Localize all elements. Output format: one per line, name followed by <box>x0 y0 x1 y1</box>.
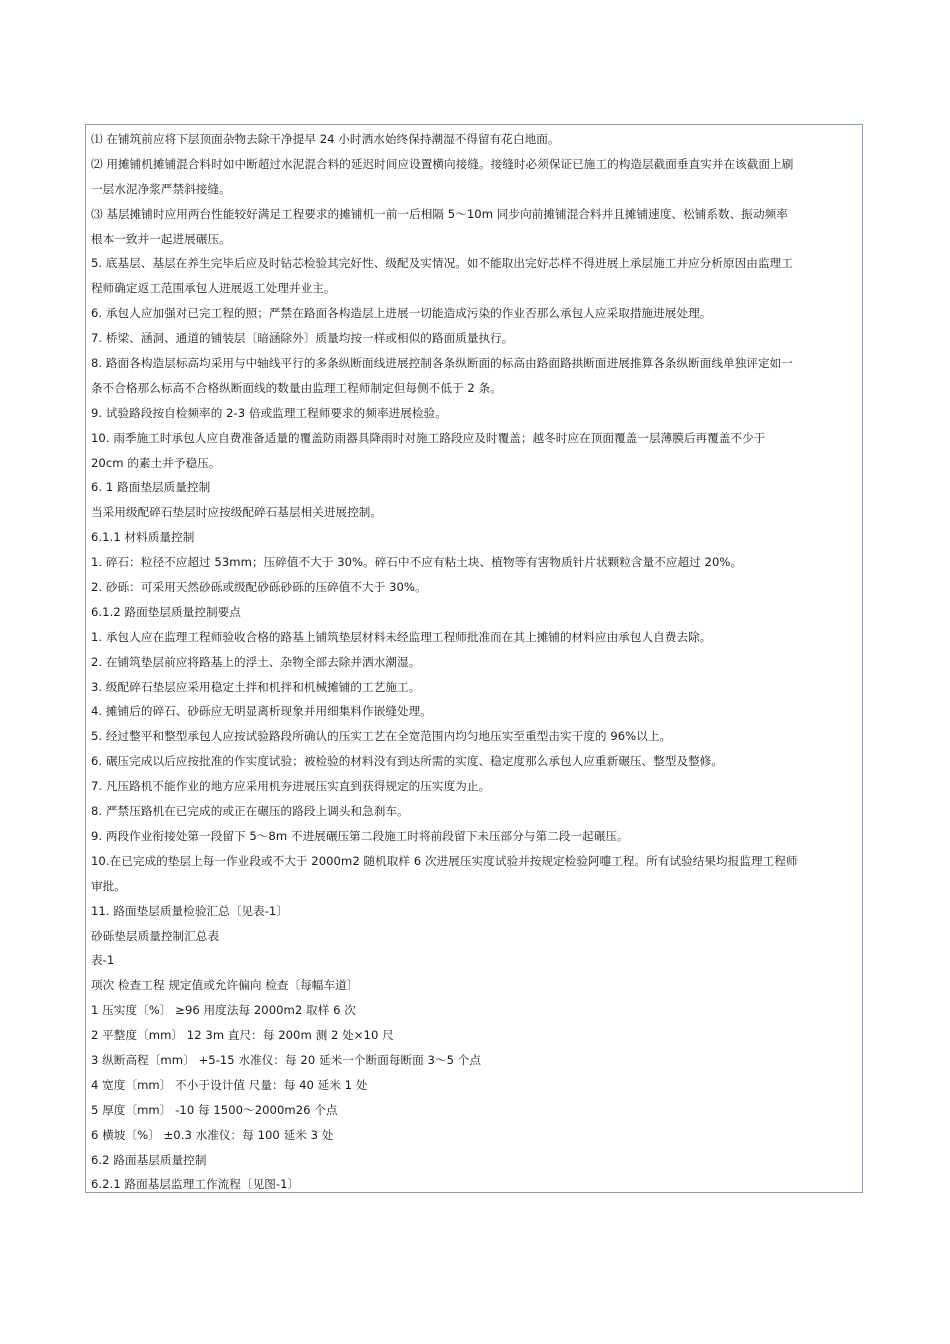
text-line: 根本一致并一起进展碾压。 <box>91 231 231 246</box>
document-body <box>91 127 859 1197</box>
text-line: 5 厚度〔mm〕 -10 每 1500～2000m26 个点 <box>91 1102 338 1117</box>
text-line: 6 横坡〔%〕 ±0.3 水准仪：每 100 延米 3 处 <box>91 1127 334 1142</box>
text-line: 项次 检查工程 规定值或允许偏向 检查〔每幅车道〕 <box>91 978 359 993</box>
text-line: 4 宽度〔mm〕 不小于设计值 尺量：每 40 延米 1 处 <box>91 1077 368 1092</box>
text-line: 审批。 <box>91 878 126 893</box>
text-line: 1. 承包人应在监理工程师验收合格的路基上铺筑垫层材料未经监理工程师批准而在其上摊铺的材料应由承包人自费去除。 <box>91 629 712 644</box>
text-line: 6. 承包人应加强对已完工程的照；严禁在路面各构造层上进展一切能造成污染的作业否那么承包人应采取措施进展处理。 <box>91 306 712 321</box>
text-line: 3. 级配碎石垫层应采用稳定土拌和机拌和机械摊铺的工艺施工。 <box>91 679 421 694</box>
text-line: 7. 桥梁、涵洞、通道的铺装层〔暗涵除外〕质量均按一样或相似的路面质量执行。 <box>91 331 514 346</box>
document-frame <box>85 124 863 1193</box>
text-line: 6.1.1 材料质量控制 <box>91 530 195 545</box>
text-line: 6.2 路面基层质量控制 <box>91 1152 207 1167</box>
text-line: 2. 在铺筑垫层前应将路基上的浮土、杂物全部去除并洒水潮湿。 <box>91 654 421 669</box>
text-line: 11. 路面垫层质量检验汇总〔见表-1〕 <box>91 903 288 918</box>
text-line: 6. 碾压完成以后应按批准的作实度试验；被检验的材料没有到达所需的实度、稳定度那么承包人应重新碾压、整型及整修。 <box>91 754 724 769</box>
text-line: 条不合格那么标高不合格纵断面线的数量由监理工程师制定但每侧不低于 2 条。 <box>91 380 502 395</box>
text-line: 当采用级配碎石垫层时应按级配碎石基层相关进展控制。 <box>91 505 383 520</box>
text-line: 8. 路面各构造层标高均采用与中轴线平行的多条纵断面线进展控制各条纵断面的标高由路面路拱断面进展推算各条纵断面线单独评定如一 <box>91 356 793 371</box>
text-line: 表-1 <box>91 953 115 968</box>
text-line: ⑵ 用摊铺机摊铺混合料时如中断超过水泥混合料的延迟时间应设置横向接缝。接缝时必须保证已施工的构造层截面垂直实并在该截面上刷 <box>91 156 794 171</box>
text-line: 程师确定返工范围承包人进展返工处理并业主。 <box>91 281 336 296</box>
text-line: 3 纵断高程〔mm〕 +5-15 水准仪：每 20 延米一个断面每断面 3～5 个点 <box>91 1052 482 1067</box>
text-line: 4. 摊铺后的碎石、砂砾应无明显离析现象并用细集料作嵌缝处理。 <box>91 704 432 719</box>
text-line: 一层水泥净浆严禁斜接缝。 <box>91 181 231 196</box>
text-line: ⑴ 在铺筑前应将下层顶面杂物去除干净提早 24 小时洒水始终保持潮湿不得留有花白地面。 <box>91 132 560 146</box>
text-line: 9. 两段作业衔接处第一段留下 5～8m 不进展碾压第二段施工时将前段留下未压部分与第二段一起碾压。 <box>91 828 629 843</box>
text-line: 6. 1 路面垫层质量控制 <box>91 480 211 495</box>
text-line: 20cm 的素土并予稳压。 <box>91 455 221 470</box>
text-line: 2. 砂砾：可采用天然砂砾或级配砂砾砂砾的压碎值不大于 30%。 <box>91 580 427 595</box>
text-line: 6.1.2 路面垫层质量控制要点 <box>91 604 241 619</box>
text-line: 2 平整度〔mm〕 12 3m 直尺：每 200m 测 2 处×10 尺 <box>91 1028 394 1043</box>
text-line: 1. 碎石：粒径不应超过 53mm；压碎值不大于 30%。碎石中不应有粘土块、植物等有害物质针片状颗粒含量不应超过 20%。 <box>91 555 743 570</box>
text-line: 7. 凡压路机不能作业的地方应采用机夯进展压实直到获得规定的压实度为止。 <box>91 779 491 794</box>
text-line: 5. 经过整平和整型承包人应按试验路段所确认的压实工艺在全宽范围内均匀地压实至重型击实干度的 96%以上。 <box>91 729 672 744</box>
text-line: 10. 雨季施工时承包人应自费准备适量的覆盖防雨器具降雨时对施工路段应及时覆盖；越冬时应在顶面覆盖一层薄膜后再覆盖不少于 <box>91 430 766 445</box>
text-line: 10.在已完成的垫层上每一作业段或不大于 2000m2 随机取样 6 次进展压实度试验并按规定检验阿嚏工程。所有试验结果均报监理工程师 <box>91 853 798 868</box>
text-line: 砂砾垫层质量控制汇总表 <box>91 928 220 943</box>
text-line: 5. 底基层、基层在养生完毕后应及时钻芯检验其完好性、级配及实情况。如不能取出完好芯样不得进展上承层施工并应分析原因由监理工 <box>91 256 793 271</box>
text-line: 6.2.1 路面基层监理工作流程〔见图-1〕 <box>91 1177 300 1192</box>
text-line: 8. 严禁压路机在已完成的或正在碾压的路段上调头和急刹车。 <box>91 804 409 819</box>
text-line: ⑶ 基层摊铺时应用两台性能较好满足工程要求的摊铺机一前一后相隔 5～10m 同步向前摊铺混合料并且摊铺速度、松铺系数、振动频率 <box>91 206 788 221</box>
text-line: 9. 试验路段按自检频率的 2-3 倍或监理工程师要求的频率进展检验。 <box>91 405 447 420</box>
text-line: 1 压实度〔%〕 ≥96 用度法每 2000m2 取样 6 次 <box>91 1003 356 1018</box>
